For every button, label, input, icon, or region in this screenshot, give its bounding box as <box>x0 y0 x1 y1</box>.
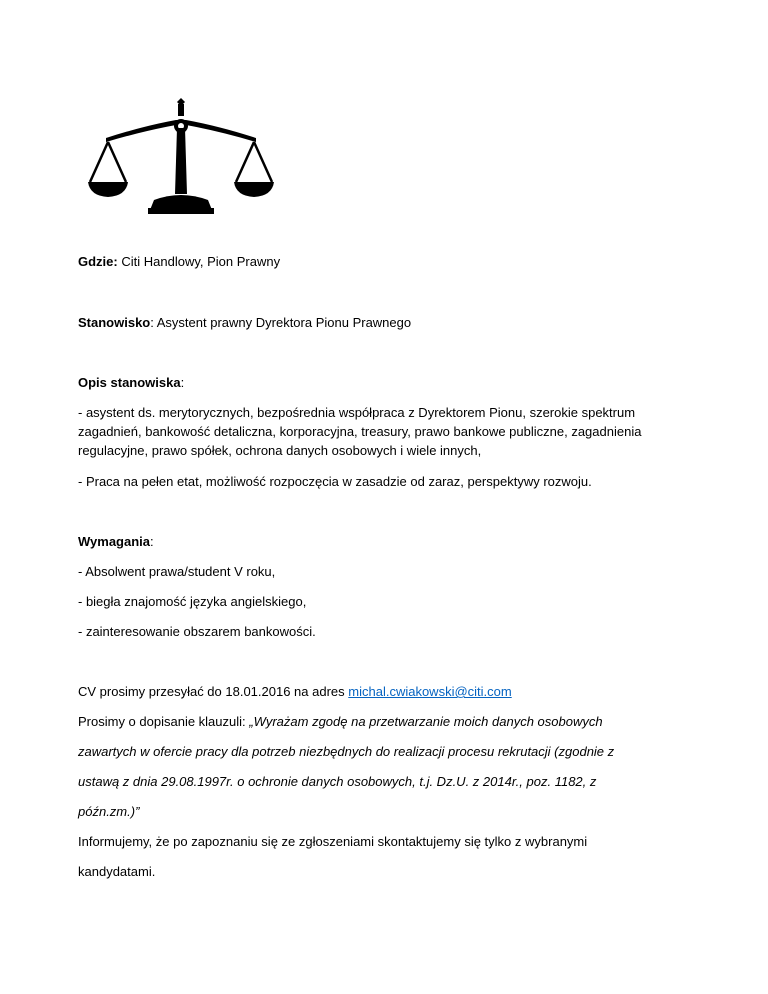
clause-line-4: późn.zm.)” <box>78 804 140 819</box>
requirements-colon: : <box>150 534 154 549</box>
scales-of-justice-icon <box>88 98 274 216</box>
description-colon: : <box>180 375 185 390</box>
clause-text-1: „Wyrażam zgodę na przetwarzanie moich danych osobowych <box>249 714 603 729</box>
requirements-heading: Wymagania <box>78 534 151 549</box>
clause-line-2: zawartych w ofercie pracy dla potrzeb niezbędnych do realizacji procesu rekrutacji (zgodnie z <box>78 744 615 759</box>
position-value: : Asystent prawny Dyrektora Pionu Prawnego <box>150 315 412 330</box>
description-item2: - Praca na pełen etat, możliwość rozpoczęcia w zasadzie od zaraz, perspektywy rozwoju. <box>78 474 592 489</box>
requirement-item-3: - zainteresowanie obszarem bankowości. <box>78 624 316 639</box>
where-label: Gdzie: <box>78 254 118 269</box>
description-item1-line2: zagadnień, bankowość detaliczna, korporacyjna, treasury, prawo bankowe publiczne, zagadnienia <box>78 424 642 439</box>
info-line-2: kandydatami. <box>78 864 156 879</box>
description-heading-line <box>78 373 698 392</box>
position-label: Stanowisko <box>78 315 151 330</box>
email-link[interactable]: michal.cwiakowski@citi.com <box>348 684 512 699</box>
clause-line-1 <box>78 712 698 731</box>
clause-intro: Prosimy o dopisanie klauzuli: <box>78 714 250 729</box>
where-value: Citi Handlowy, Pion Prawny <box>121 254 281 269</box>
where-line <box>78 252 698 271</box>
cv-line <box>78 682 698 701</box>
description-item1-line3: regulacyjne, prawo spółek, ochrona danych osobowych i wiele innych, <box>78 443 482 458</box>
position-line <box>78 313 698 332</box>
requirement-item-1: - Absolwent prawa/student V roku, <box>78 564 276 579</box>
clause-line-3: ustawą z dnia 29.08.1997r. o ochronie danych osobowych, t.j. Dz.U. z 2014r., poz. 1182, z <box>78 774 597 789</box>
requirement-item-2: - biegła znajomość języka angielskiego, <box>78 594 307 609</box>
cv-text: CV prosimy przesyłać do 18.01.2016 na adres <box>78 684 349 699</box>
info-line-1: Informujemy, że po zapoznaniu się ze zgłoszeniami skontaktujemy się tylko z wybranymi <box>78 834 588 849</box>
description-item1-line1: - asystent ds. merytorycznych, bezpośrednia współpraca z Dyrektorem Pionu, szerokie spektrum <box>78 405 636 420</box>
description-heading: Opis stanowiska <box>78 375 181 390</box>
requirements-heading-line <box>78 532 698 551</box>
